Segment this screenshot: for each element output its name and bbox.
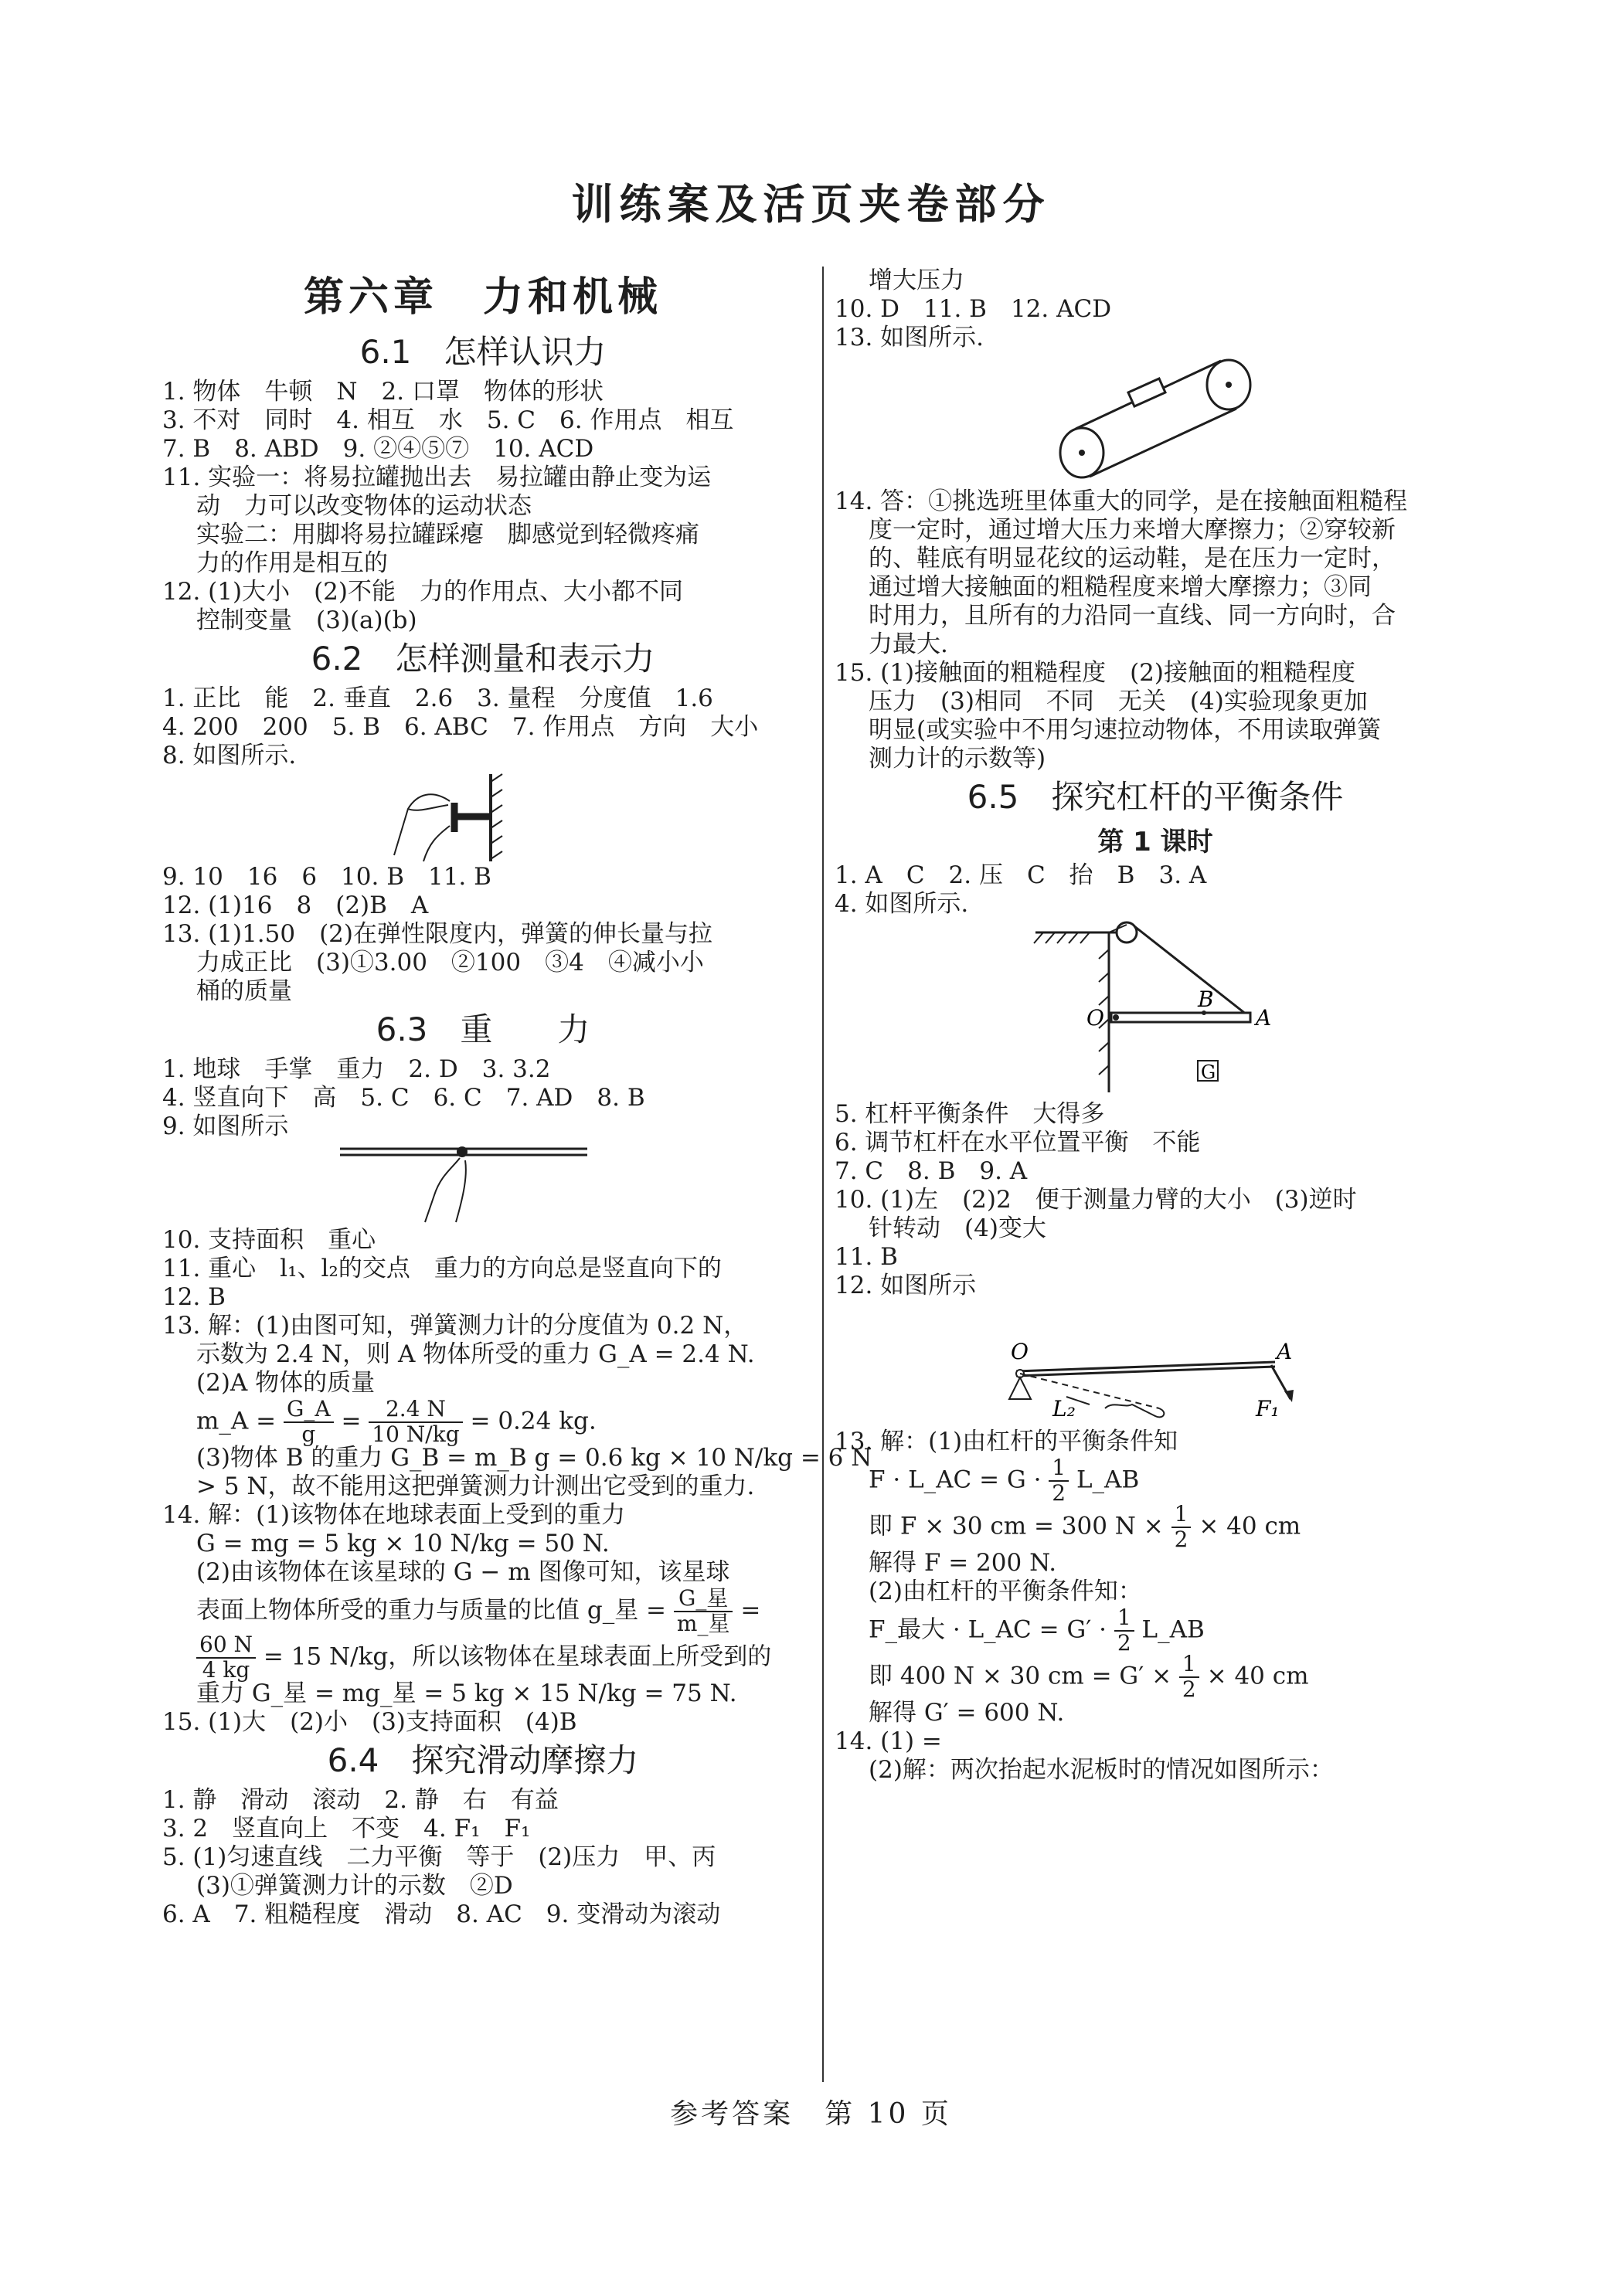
answer-line: (3)物体 B 的重力 G_B = m_B g = 0.6 kg × 10 N/kg = 6 N — [196, 1444, 872, 1472]
answer-line: 1. A C 2. 压 C 抬 B 3. A — [835, 861, 1207, 889]
answer-line: 明显(或实验中不用匀速拉动物体，不用读取弹簧 — [869, 716, 1382, 744]
answer-line: 动 力可以改变物体的运动状态 — [196, 492, 532, 520]
fraction — [674, 1587, 733, 1636]
formula-text: F · L_AC = G · — [869, 1466, 1042, 1494]
formula-text: = — [341, 1407, 362, 1435]
fraction — [284, 1398, 334, 1447]
answer-line: 8. 如图所示. — [162, 742, 297, 769]
fraction — [369, 1398, 462, 1447]
answer-line: (2)A 物体的质量 — [196, 1369, 376, 1397]
answer-line: 14. (1) = — [835, 1727, 942, 1755]
answer-line: 6. 调节杠杆在水平位置平衡 不能 — [835, 1129, 1201, 1156]
label-a: A — [1256, 1005, 1272, 1031]
denominator: 2 — [1182, 1676, 1196, 1702]
answer-line: 13. 如图所示. — [835, 324, 984, 352]
answer-line: 时用力，且所有的力沿同一直线、同一方向时，合 — [869, 602, 1396, 630]
formula-text: × 40 cm — [1206, 1662, 1309, 1690]
answer-line: 重力 G_星 = mg_星 = 5 kg × 15 N/kg = 75 N. — [196, 1680, 737, 1707]
answer-line: 12. (1)大小 (2)不能 力的作用点、大小都不同 — [162, 578, 683, 606]
section-6-4-title: 6.4 探究滑动摩擦力 — [327, 1741, 639, 1779]
answer-line: 7. B 8. ABD 9. ②④⑤⑦ 10. ACD — [162, 435, 594, 463]
fraction — [1114, 1606, 1134, 1656]
answer-line: 压力 (3)相同 不同 无关 (4)实验现象更加 — [869, 688, 1368, 715]
answer-line: 9. 如图所示 — [162, 1112, 289, 1140]
formula-text: L_AB — [1076, 1466, 1140, 1494]
answer-line: 9. 10 16 6 10. B 11. B — [162, 863, 491, 891]
answer-line: G = mg = 5 kg × 10 N/kg = 50 N. — [196, 1530, 610, 1557]
answer-line: 15. (1)接触面的粗糙程度 (2)接触面的粗糙程度 — [835, 659, 1355, 687]
answer-line: 4. 竖直向下 高 5. C 6. C 7. AD 8. B — [162, 1084, 645, 1112]
numerator: G_A — [284, 1398, 334, 1423]
answer-line: 12. 如图所示 — [835, 1272, 977, 1299]
label-o: O — [1011, 1339, 1029, 1364]
answer-line: 3. 不对 同时 4. 相互 水 5. C 6. 作用点 相互 — [162, 406, 734, 434]
formula-balance-4 — [835, 1651, 1476, 1702]
lever-force-figure — [835, 1300, 1476, 1428]
formula-text: 表面上物体所受的重力与质量的比值 g_星 = — [196, 1596, 667, 1625]
answer-line: > 5 N，故不能用这把弹簧测力计测出它受到的重力. — [196, 1472, 755, 1500]
answer-line: (2)由该物体在该星球的 G − m 图像可知，该星球 — [196, 1558, 730, 1586]
formula-g-star — [162, 1585, 804, 1636]
answer-line: (2)由杠杆的平衡条件知： — [869, 1578, 1142, 1605]
formula-ratio — [162, 1632, 804, 1683]
label-a: A — [1277, 1339, 1293, 1364]
answer-line: 13. (1)1.50 (2)在弹性限度内，弹簧的伸长量与拉 — [162, 920, 712, 948]
answer-line: 1. 物体 牛顿 N 2. 口罩 物体的形状 — [162, 378, 604, 406]
answer-line: 测力计的示数等) — [869, 745, 1046, 773]
fraction — [1179, 1652, 1199, 1702]
section-6-1-title: 6.1 怎样认识力 — [359, 333, 607, 371]
answer-line: 4. 如图所示. — [835, 890, 969, 918]
numerator: G_星 — [674, 1587, 733, 1612]
denominator: 4 kg — [202, 1656, 250, 1683]
label-l2: L₂ — [1052, 1396, 1076, 1421]
answer-line: 5. 杠杆平衡条件 大得多 — [835, 1100, 1105, 1128]
lesson-subtitle: 第 1 课时 — [1097, 827, 1213, 858]
answer-line: 解得 G′ = 600 N. — [869, 1699, 1065, 1727]
denominator: g — [301, 1421, 316, 1447]
answer-line: 1. 正比 能 2. 垂直 2.6 3. 量程 分度值 1.6 — [162, 684, 713, 712]
lever-pulley-figure — [835, 919, 1476, 1100]
answer-line: 12. (1)16 8 (2)B A — [162, 892, 429, 919]
answer-line: 6. A 7. 粗糙程度 滑动 8. AC 9. 变滑动为滚动 — [162, 1900, 721, 1928]
section-6-3-title: 6.3 重 力 — [376, 1010, 590, 1048]
answer-line: 示数为 2.4 N，则 A 物体所受的重力 G_A = 2.4 N. — [196, 1340, 755, 1368]
right-column — [835, 267, 1476, 1785]
answer-line: 10. (1)左 (2)2 便于测量力臂的大小 (3)逆时 — [835, 1186, 1357, 1214]
formula-text: F_最大 · L_AC = G′ · — [869, 1615, 1107, 1644]
answer-line: 14. 答：①挑选班里体重大的同学，是在接触面粗糙程 — [835, 487, 1408, 515]
answer-line: 12. B — [162, 1283, 226, 1311]
answer-line: 7. C 8. B 9. A — [835, 1157, 1028, 1185]
section-6-2-title: 6.2 怎样测量和表示力 — [311, 640, 655, 678]
formula-text: × 40 cm — [1199, 1512, 1301, 1540]
formula-text: = 15 N/kg，所以该物体在星球表面上所受到的 — [263, 1642, 772, 1671]
formula-balance-3 — [835, 1605, 1476, 1656]
formula-mass-a — [162, 1396, 804, 1447]
answer-line: (2)解：两次抬起水泥板时的情况如图所示： — [869, 1756, 1334, 1784]
answer-line: 力最大. — [869, 630, 948, 658]
answer-line: 1. 静 滑动 滚动 2. 静 右 有益 — [162, 1786, 559, 1814]
answer-line: 13. 解：(1)由图可知，弹簧测力计的分度值为 0.2 N， — [162, 1312, 748, 1340]
chapter-title: 第六章 力和机械 — [303, 273, 662, 321]
answer-line: 解得 F = 200 N. — [869, 1549, 1057, 1577]
answer-line: 15. (1)大 (2)小 (3)支持面积 (4)B — [162, 1708, 577, 1736]
answer-line: 力的作用是相互的 — [196, 549, 388, 577]
numerator: 1 — [1049, 1456, 1069, 1482]
numerator: 60 N — [196, 1633, 256, 1659]
label-f1: F₁ — [1256, 1396, 1280, 1421]
denominator: 10 N/kg — [372, 1421, 460, 1447]
answer-line: 10. 支持面积 重心 — [162, 1226, 376, 1254]
label-o: O — [1086, 1005, 1104, 1031]
page-title: 训练案及活页夹卷部分 — [571, 180, 1051, 229]
finger-push-wall-figure — [162, 770, 804, 863]
answer-line: 13. 解：(1)由杠杆的平衡条件知 — [835, 1428, 1178, 1455]
formula-text: 即 F × 30 cm = 300 N × — [869, 1512, 1164, 1540]
formula-text: L_AB — [1141, 1615, 1205, 1644]
numerator: 1 — [1171, 1503, 1192, 1528]
fraction — [196, 1633, 256, 1683]
conveyor-belt-figure — [835, 352, 1476, 487]
answer-line: 5. (1)匀速直线 二力平衡 等于 (2)压力 甲、丙 — [162, 1843, 716, 1871]
formula-text: 即 400 N × 30 cm = G′ × — [869, 1662, 1172, 1690]
answer-line: 桶的质量 — [196, 977, 292, 1005]
answer-line: 14. 解：(1)该物体在地球表面上受到的重力 — [162, 1501, 626, 1529]
answer-line: 11. 实验一：将易拉罐抛出去 易拉罐由静止变为运 — [162, 464, 712, 491]
answer-line: 4. 200 200 5. B 6. ABC 7. 作用点 方向 大小 — [162, 713, 759, 741]
fraction — [1049, 1456, 1069, 1506]
answer-line: 3. 2 竖直向上 不变 4. F₁ F₁ — [162, 1815, 531, 1843]
answer-line: (3)①弹簧测力计的示数 ②D — [196, 1872, 513, 1900]
denominator: 2 — [1052, 1479, 1066, 1506]
answer-line: 实验二：用脚将易拉罐踩瘪 脚感觉到轻微疼痛 — [196, 521, 699, 549]
formula-text: = — [740, 1596, 761, 1625]
answer-line: 增大压力 — [869, 267, 964, 294]
numerator: 1 — [1179, 1652, 1199, 1678]
answer-line: 11. B — [835, 1243, 898, 1271]
denominator: 2 — [1117, 1629, 1131, 1656]
left-column — [162, 267, 872, 1929]
answer-line: 的、鞋底有明显花纹的运动鞋，是在压力一定时， — [869, 545, 1396, 572]
formula-text: = 0.24 kg. — [470, 1407, 597, 1435]
numerator: 2.4 N — [369, 1398, 462, 1423]
answer-line: 10. D 11. B 12. ACD — [835, 295, 1112, 323]
answer-line: 控制变量 (3)(a)(b) — [196, 606, 417, 634]
answer-line: 1. 地球 手掌 重力 2. D 3. 3.2 — [162, 1055, 551, 1083]
answer-line: 度一定时，通过增大压力来增大摩擦力；②穿较新 — [869, 516, 1396, 544]
finger-balance-ruler-figure — [162, 1141, 804, 1226]
answer-line: 11. 重心 l₁、l₂的交点 重力的方向总是竖直向下的 — [162, 1255, 722, 1282]
fraction — [1171, 1503, 1192, 1552]
formula-balance-2 — [835, 1501, 1476, 1552]
section-6-5-title: 6.5 探究杠杆的平衡条件 — [967, 778, 1344, 816]
denominator: 2 — [1174, 1526, 1188, 1552]
formula-balance-1 — [835, 1455, 1476, 1506]
page-footer: 参考答案 第 10 页 — [670, 2098, 952, 2130]
label-g: G — [1201, 1061, 1216, 1083]
label-b: B — [1198, 987, 1214, 1012]
numerator: 1 — [1114, 1606, 1134, 1632]
denominator: m_星 — [676, 1610, 730, 1636]
answer-line: 通过增大接触面的粗糙程度来增大摩擦力；③同 — [869, 573, 1372, 601]
answer-line: 力成正比 (3)①3.00 ②100 ③4 ④减小小 — [196, 949, 704, 976]
answer-line: 针转动 (4)变大 — [869, 1214, 1046, 1242]
formula-text: m_A = — [196, 1407, 277, 1435]
column-divider — [822, 267, 824, 2082]
